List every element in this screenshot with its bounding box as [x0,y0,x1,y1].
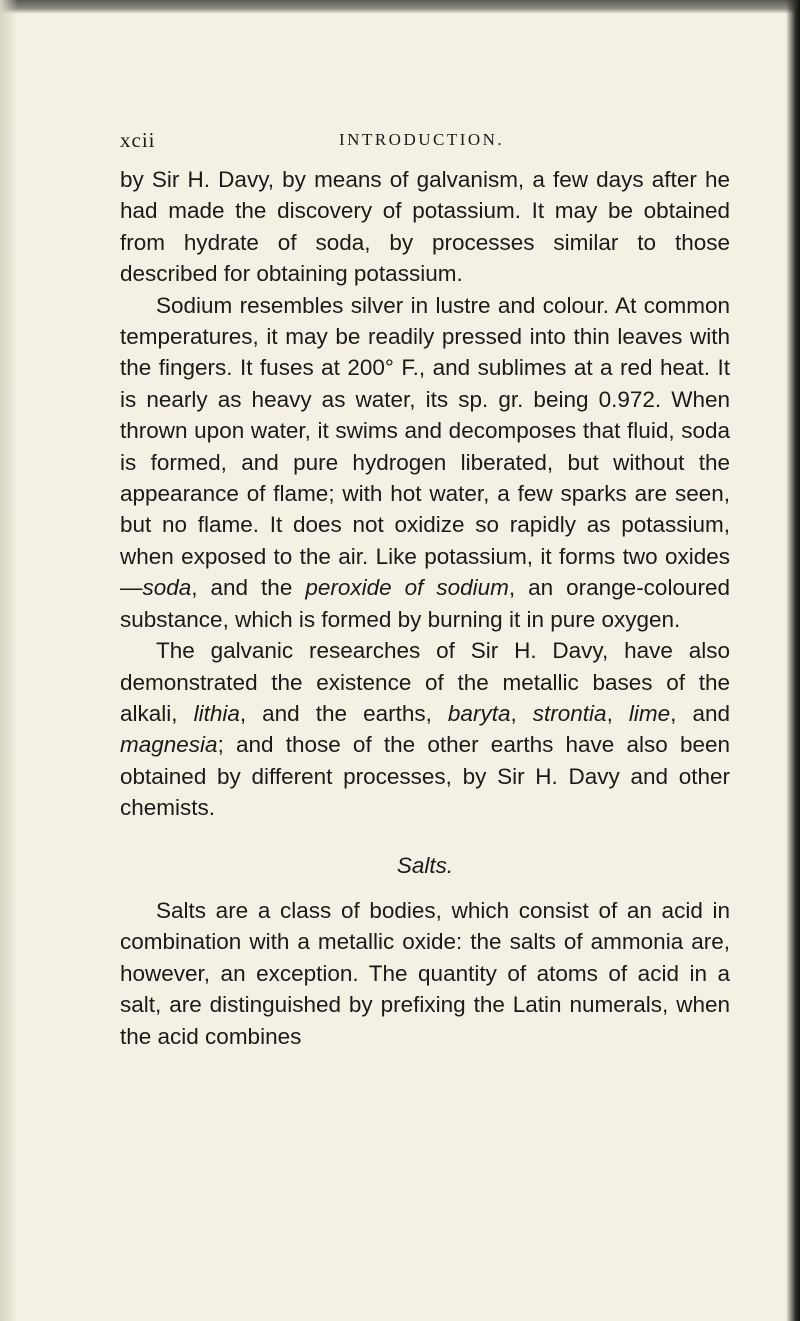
body-text [120,164,730,1052]
paragraph-3 [120,635,730,823]
paragraph-1: by Sir H. Davy, by means of galvanism, a few days after he had made the discovery of potassium. It may be obtained from hydrate of soda, by processes similar to those described for obtaining potassium. [120,167,730,287]
paragraph-2-text-2: , and the [191,575,306,601]
term-peroxide-of-sodium: peroxide of sodium [305,575,509,601]
paragraph-3-text-5: , and [670,700,730,726]
page-number: xcii [120,128,156,152]
running-head: INTRODUCTION. [339,130,505,149]
term-lithia: lithia [193,700,240,726]
paragraph-3-text-3: , [510,700,533,726]
page-left-edge [0,0,18,1321]
term-magnesia: magnesia [120,732,218,758]
term-soda: soda [142,575,192,601]
paragraph-2-text-1: Sodium resembles silver in lustre and colour. At common temperatures, it may be readily pressed into thin leaves with the fingers. It fuses at 200° F., and sublimes at a red heat. It is nearly as heavy as water, its sp. gr. being 0.972. When thrown upon water, it swims and decomposes that fluid, soda is formed, and pure hydrogen liberated, but without the appearance of flame; with hot water, a few sparks are seen, but no flame. It does not oxidize so rapidly as potassium, when exposed to the air. Like potassium, it forms two oxides— [120,292,730,601]
paragraph-3-text-1: The galvanic researches of Sir H. Davy, have also demonstrated the existence of the metallic bases of the alkali, [120,638,730,726]
page-right-edge [786,0,800,1321]
term-baryta: baryta [447,700,511,726]
page-top-edge [0,0,800,14]
page-header [120,128,680,154]
paragraph-3-text-4: , [606,700,629,726]
term-strontia: strontia [532,700,607,726]
paragraph-2 [120,290,730,635]
section-heading: Salts. [396,852,454,878]
term-lime: lime [628,700,671,726]
paragraph-3-text-6: ; and those of the other earths have also been obtained by different processes, by Sir H. Davy and other chemists. [120,732,730,821]
paragraph-3-text-2: , and the earths, [239,700,448,726]
paragraph-4: Salts are a class of bodies, which consist of an acid in combination with a metallic oxide: the salts of ammonia are, however, an exception. The quantity of atoms of acid in a salt, are distinguished by prefixing the Latin numerals, when the acid combines [120,897,730,1049]
paragraph-2-text-3: , an orange-coloured substance, which is formed by burning it in pure oxygen. [120,575,730,632]
